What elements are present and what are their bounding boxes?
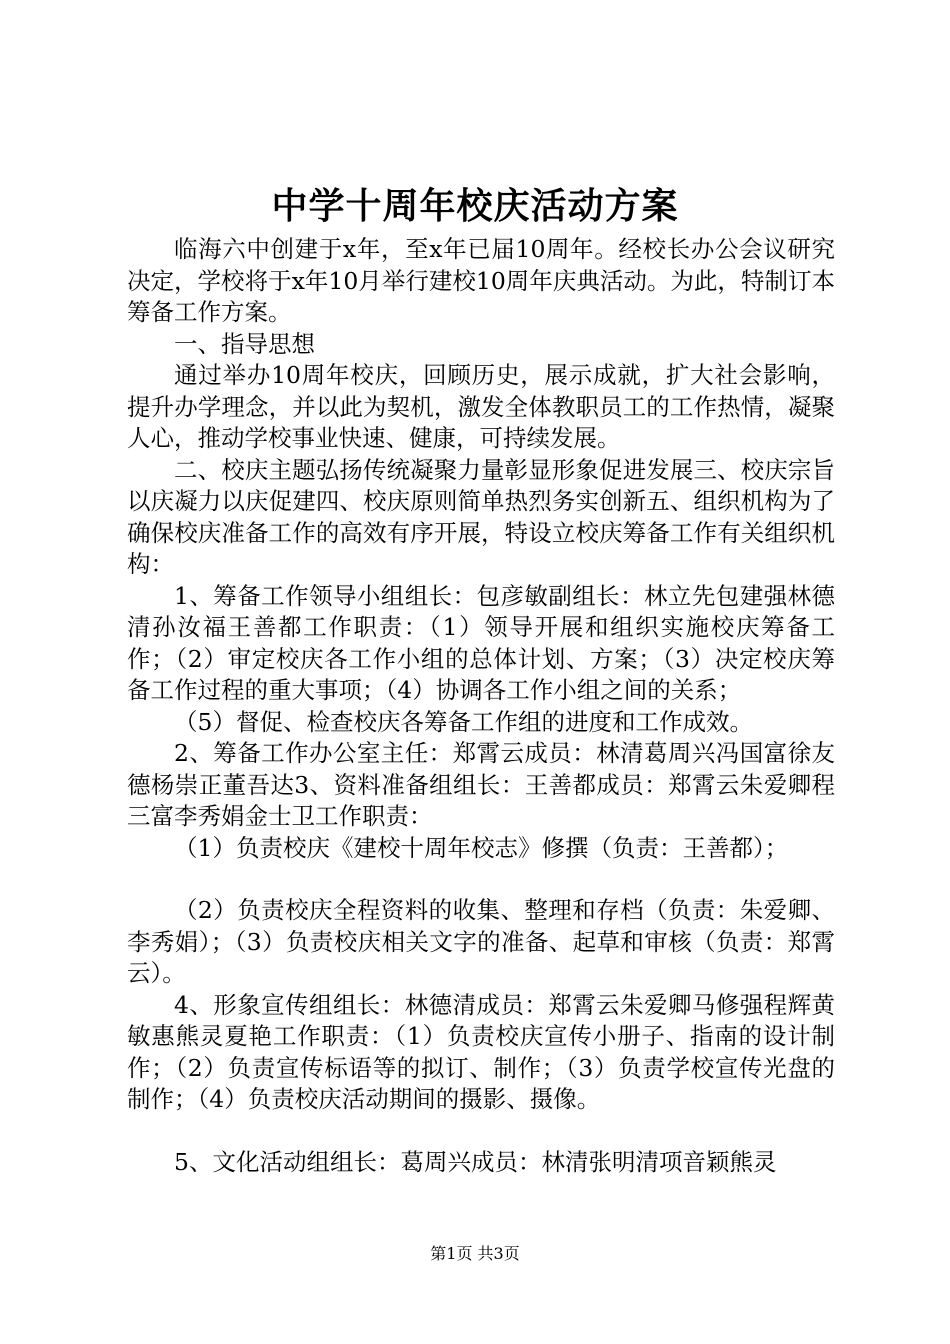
paragraph-materials-duty-2-3: （2）负责校庆全程资料的收集、整理和存档（负责：朱爱卿、李秀娟）；（3）负责校庆相关文字的准备、起草和审核（负责：郑霄云）。 (127, 896, 835, 987)
paragraph-office-materials: 2、筹备工作办公室主任：郑霄云成员：林清葛周兴冯国富徐友德杨崇正董吾达3、资料准备组组长：王善都成员：郑霄云朱爱卿程三富李秀娟金士卫工作职责： (127, 739, 835, 830)
paragraph-theme-organization: 二、校庆主题弘扬传统凝聚力量彰显形象促进发展三、校庆宗旨以庆凝力以庆促建四、校庆原则简单热烈务实创新五、组织机构为了确保校庆准备工作的高效有序开展，特设立校庆筹备工作有关组织机构： (127, 455, 835, 578)
document-title: 中学十周年校庆活动方案 (271, 185, 679, 227)
heading-guiding-thought: 一、指导思想 (174, 329, 315, 358)
paragraph-guiding-thought: 通过举办10周年校庆，回顾历史，展示成就，扩大社会影响，提升办学理念，并以此为契机，激发全体教职员工的工作热情，凝聚人心，推动学校事业快速、健康，可持续发展。 (127, 361, 835, 452)
paragraph-culture-group: 5、文化活动组组长：葛周兴成员：林清张明清项音颖熊灵 (174, 1147, 777, 1176)
paragraph-intro: 临海六中创建于x年，至x年已届10周年。经校长办公会议研究决定，学校将于x年10月举行建校10周年庆典活动。为此，特制订本筹备工作方案。 (127, 235, 835, 326)
paragraph-publicity-group: 4、形象宣传组组长：林德清成员：郑霄云朱爱卿马修强程辉黄敏惠熊灵夏艳工作职责：（1）负责校庆宣传小册子、指南的设计制作；（2）负责宣传标语等的拟订、制作；（3）负责学校宣传光盘的制作；（4）负责校庆活动期间的摄影、摄像。 (127, 990, 835, 1113)
paragraph-leading-group-duty-5: （5）督促、检查校庆各筹备工作组的进度和工作成效。 (174, 707, 753, 736)
paragraph-leading-group: 1、筹备工作领导小组组长：包彦敏副组长：林立先包建强林德清孙汝福王善都工作职责：（1）领导开展和组织实施校庆筹备工作；（2）审定校庆各工作小组的总体计划、方案；（3）决定校庆筹备工作过程的重大事项；（4）协调各工作小组之间的关系； (127, 581, 835, 704)
page-footer: 第1页 共3页 (430, 1244, 520, 1263)
document-body (127, 234, 835, 1178)
paragraph-materials-duty-1: （1）负责校庆《建校十周年校志》修撰（负责：王善都）； (174, 833, 789, 862)
